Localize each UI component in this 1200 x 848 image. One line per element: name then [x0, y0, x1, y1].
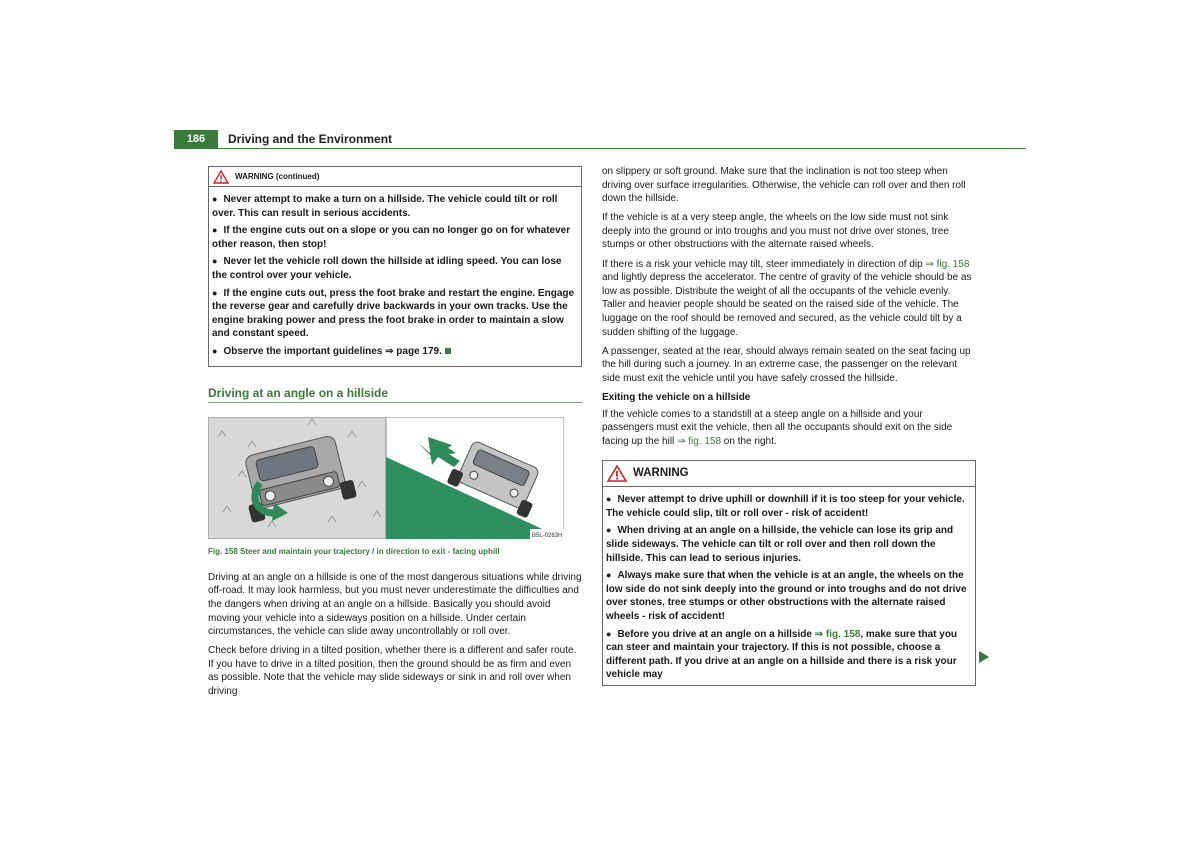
- warning-item: ● Never attempt to drive uphill or downhill if it is too steep for your vehicle. The vehicle could slip, tilt or roll over - risk of accident!: [606, 494, 965, 519]
- body-paragraph: Check before driving in a tilted position, whether there is a different and safer route. If you have to drive in a tilted position, then the ground should be as firm and even as possible. Note that the vehicle may slide sideways or sink in and roll over when driving: [208, 645, 577, 697]
- page-ref-link[interactable]: ⇒ page 179.: [385, 345, 442, 357]
- warning-triangle-icon: [213, 170, 229, 184]
- warning-item: ● If the engine cuts out, press the foot brake and restart the engine. Engage the reverse gear and carefully drive backwards in your own tracks. Use the engine braking power and press the foot brake in order to maintain a slow and constant speed.: [212, 287, 575, 340]
- bullet-icon: ●: [212, 256, 218, 267]
- warning-continued-body: [209, 187, 581, 366]
- figure-ref-link[interactable]: ⇒ fig. 158: [677, 435, 722, 447]
- body-paragraph: If there is a risk your vehicle may tilt, steer immediately in direction of dip ⇒ fig. 158 and lightly depress the accelerator. The centre of gravity of the vehicle should be as low as possible. Distribute the weight of all the occupants of the vehicle evenly. Taller and heavier people should be seated on the raised side of the vehicle. The luggage on the roof should be removed and secured, as the vehicle could tilt by a sudden shifting of the luggage.: [602, 258, 972, 338]
- figure-caption: Fig. 158 Steer and maintain your trajectory / in direction to exit - facing uphill: [208, 547, 500, 557]
- bullet-icon: ●: [606, 494, 612, 505]
- subheading: Exiting the vehicle on a hillside: [602, 391, 751, 403]
- left-column: [208, 166, 582, 704]
- figure-illustration: [208, 417, 564, 539]
- figure-158: [208, 417, 564, 539]
- figure-ref-link[interactable]: ⇒ fig. 158: [925, 258, 970, 270]
- bullet-icon: ●: [212, 225, 218, 236]
- warning-item: ● Never attempt to make a turn on a hillside. The vehicle could tilt or roll over. This can result in serious accidents.: [212, 194, 558, 219]
- warning-box: [602, 460, 976, 686]
- bullet-icon: ●: [606, 570, 612, 581]
- warning-continued-title: WARNING (continued): [235, 172, 320, 182]
- page-number: 186: [174, 130, 218, 149]
- bullet-icon: ●: [606, 525, 612, 536]
- bullet-icon: ●: [212, 194, 218, 204]
- warning-title: WARNING: [633, 466, 689, 479]
- section-title: Driving at an angle on a hillside: [208, 387, 582, 404]
- warning-item: ● Observe the important guidelines ⇒ page 179.: [212, 345, 578, 359]
- warning-item: ● Always make sure that when the vehicle is at an angle, the wheels on the low side do not sink deeply into the ground or into troughs and do not drive over stones, tree stumps or other obstructions with the alternate raised wheels - risk of accident!: [606, 570, 967, 623]
- bullet-icon: ●: [212, 287, 218, 298]
- body-paragraph: If the vehicle comes to a standstill at a steep angle on a hillside and your passengers must exit the vehicle, then all the occupants should exit on the side facing up the hill ⇒ fig. 158 on the right.: [602, 408, 953, 447]
- continue-arrow-icon: [978, 650, 990, 664]
- warning-body: [603, 487, 975, 685]
- warning-continued-header: [209, 167, 581, 187]
- body-paragraph: A passenger, seated at the rear, should always remain seated on the seat facing up the hill during such a journey. In an extreme case, the passenger on the relevant side must exit the vehicle until you have safely crossed the hillside.: [602, 345, 971, 384]
- body-paragraph: on slippery or soft ground. Make sure that the inclination is not too steep when driving over surface irregularities. Otherwise, the vehicle can roll over and then roll down the hillside.: [602, 166, 966, 205]
- right-column: [602, 165, 976, 706]
- warning-item: ● When driving at an angle on a hillside, the vehicle can lose its grip and slide sideways. The vehicle can tilt or roll over and then roll down the hillside. This can lead to serious injuries.: [606, 525, 954, 564]
- bullet-icon: ●: [606, 628, 612, 639]
- warning-triangle-icon: [607, 465, 627, 482]
- running-title: Driving and the Environment: [228, 132, 393, 146]
- end-square-icon: [445, 348, 451, 354]
- figure-code: B5L-0263H: [532, 533, 563, 540]
- body-paragraph: If the vehicle is at a very steep angle, the wheels on the low side must not sink deeply into the ground or into troughs and you must not drive over stones, tree stumps or other obstructions with the alternate raised wheels.: [602, 212, 949, 251]
- warning-item: ● Before you drive at an angle on a hillside ⇒ fig. 158, make sure that you can steer and maintain your trajectory. If this is not possible, choose a different path. If you drive at an angle on a hillside and there is a risk your vehicle may: [606, 628, 958, 681]
- warning-continued-box: [208, 166, 582, 367]
- bullet-icon: ●: [212, 345, 218, 356]
- page-header: [174, 130, 1026, 149]
- figure-ref-link[interactable]: ⇒ fig. 158: [814, 628, 861, 640]
- warning-header: [603, 461, 975, 487]
- warning-item: ● If the engine cuts out on a slope or you can no longer go on for whatever other reason, then stop!: [212, 225, 571, 250]
- warning-item: ● Never let the vehicle roll down the hillside at idling speed. You can lose the control over your vehicle.: [212, 256, 562, 281]
- body-paragraph: Driving at an angle on a hillside is one of the most dangerous situations while driving off-road. It may look harmless, but you must never underestimate the difficulties and the dangers when driving at an angle on a hillside. Basically you should avoid moving your vehicle into a sideways position on a hillside. Under certain circumstances, the vehicle can slide away uncontrollably or roll over.: [208, 571, 582, 638]
